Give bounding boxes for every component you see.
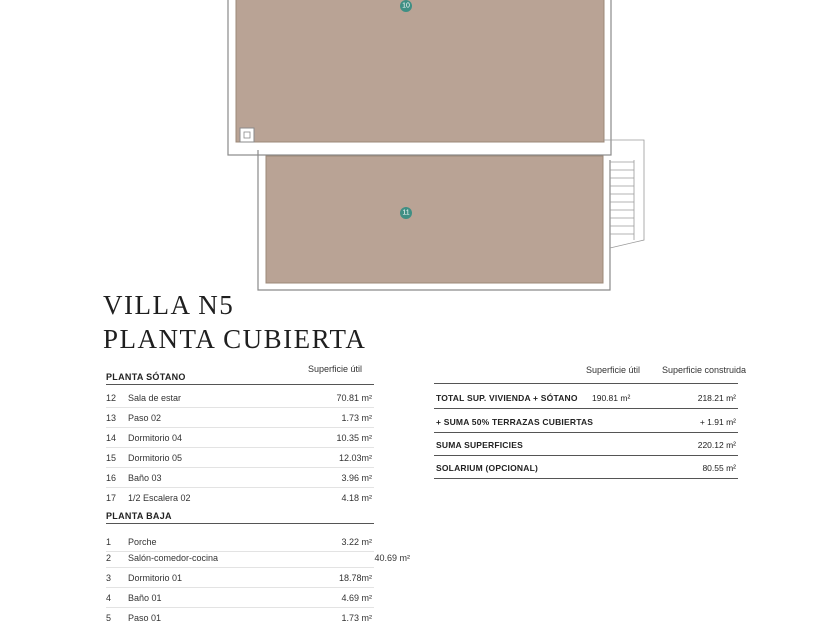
row-divider: [106, 447, 374, 448]
summary-rule: [434, 432, 738, 433]
table-row: [106, 453, 374, 465]
room-area: 4.18 m²: [341, 493, 372, 503]
row-divider: [106, 551, 374, 552]
summary-top-rule: [434, 383, 738, 384]
right-column-header-util: Superficie útil: [586, 365, 641, 375]
table-row: [106, 433, 374, 445]
right-column-header-construida: Superficie construida: [662, 365, 747, 375]
table-row: [106, 553, 410, 565]
room-number: 12: [106, 393, 117, 403]
table-row: [106, 473, 374, 485]
table-row: [106, 493, 374, 505]
summary-construida: 220.12 m²: [697, 440, 736, 450]
table-row: [106, 537, 374, 549]
room-number: 16: [106, 473, 117, 483]
row-divider: [106, 487, 374, 488]
summary-row: [434, 393, 738, 405]
room-number-10: 10: [402, 2, 410, 10]
summary-construida: + 1.91 m²: [699, 417, 736, 427]
summary-rule: [434, 408, 738, 409]
section-heading-baja: PLANTA BAJA: [106, 511, 374, 524]
room-number: 5: [106, 613, 112, 623]
table-row: [106, 613, 374, 625]
room-number: 13: [106, 413, 117, 423]
room-area: 40.69 m²: [374, 553, 410, 563]
summary-rule: [434, 455, 738, 456]
table-row: [106, 393, 374, 405]
row-divider: [106, 467, 374, 468]
row-divider: [106, 427, 374, 428]
table-row: [106, 413, 374, 425]
vent-square: [240, 128, 254, 142]
summary-label: SUMA SUPERFICIES: [436, 440, 523, 450]
room-area: 10.35 m²: [336, 433, 372, 443]
room-number: 15: [106, 453, 117, 463]
room-name: Baño 03: [128, 473, 162, 483]
left-column-header: Superficie útil: [308, 364, 363, 374]
room-number: 14: [106, 433, 117, 443]
table-row: [106, 593, 374, 605]
table-row: [106, 573, 374, 585]
row-divider: [106, 407, 374, 408]
room-area: 70.81 m²: [336, 393, 372, 403]
room-area: 3.22 m²: [341, 537, 372, 547]
room-number: 1: [106, 537, 112, 547]
title-line-1: VILLA N5: [103, 290, 235, 320]
room-number: 3: [106, 573, 112, 583]
room-name: Porche: [128, 537, 157, 547]
lower-roof-area: [266, 156, 603, 283]
upper-roof-area: [236, 0, 604, 142]
summary-label: + SUMA 50% TERRAZAS CUBIERTAS: [436, 417, 594, 427]
row-divider: [106, 607, 374, 608]
summary-row: [434, 417, 738, 429]
room-area: 1.73 m²: [341, 613, 372, 623]
room-area: 12.03m²: [338, 453, 372, 463]
roof-floor-plan: [0, 0, 840, 300]
room-name: Salón-comedor-cocina: [128, 553, 219, 563]
summary-label: TOTAL SUP. VIVIENDA + SÓTANO: [436, 393, 578, 403]
room-name: Baño 01: [128, 593, 162, 603]
title-line-2: PLANTA CUBIERTA: [103, 324, 367, 354]
summary-construida: 80.55 m²: [702, 463, 736, 473]
room-name: Paso 02: [128, 413, 162, 423]
room-area: 1.73 m²: [341, 413, 372, 423]
summary-construida: 218.21 m²: [697, 393, 736, 403]
section-heading-sotano: PLANTA SÓTANO: [106, 372, 374, 385]
room-name: Dormitorio 01: [128, 573, 183, 583]
summary-row: [434, 463, 738, 475]
room-name: Sala de estar: [128, 393, 182, 403]
room-name: 1/2 Escalera 02: [128, 493, 191, 503]
row-divider: [106, 587, 374, 588]
room-area: 3.96 m²: [341, 473, 372, 483]
summary-rule: [434, 478, 738, 479]
row-divider: [106, 567, 374, 568]
room-number: 4: [106, 593, 112, 603]
room-name: Dormitorio 04: [128, 433, 183, 443]
room-name: Dormitorio 05: [128, 453, 183, 463]
summary-label: SOLARIUM (OPCIONAL): [436, 463, 539, 473]
room-name: Paso 01: [128, 613, 162, 623]
summary-util: 190.81 m²: [592, 393, 631, 403]
room-area: 18.78m²: [338, 573, 372, 583]
room-number-11: 11: [402, 209, 410, 217]
room-area: 4.69 m²: [341, 593, 372, 603]
room-number: 17: [106, 493, 117, 503]
summary-row: [434, 440, 738, 452]
room-number: 2: [106, 553, 112, 563]
